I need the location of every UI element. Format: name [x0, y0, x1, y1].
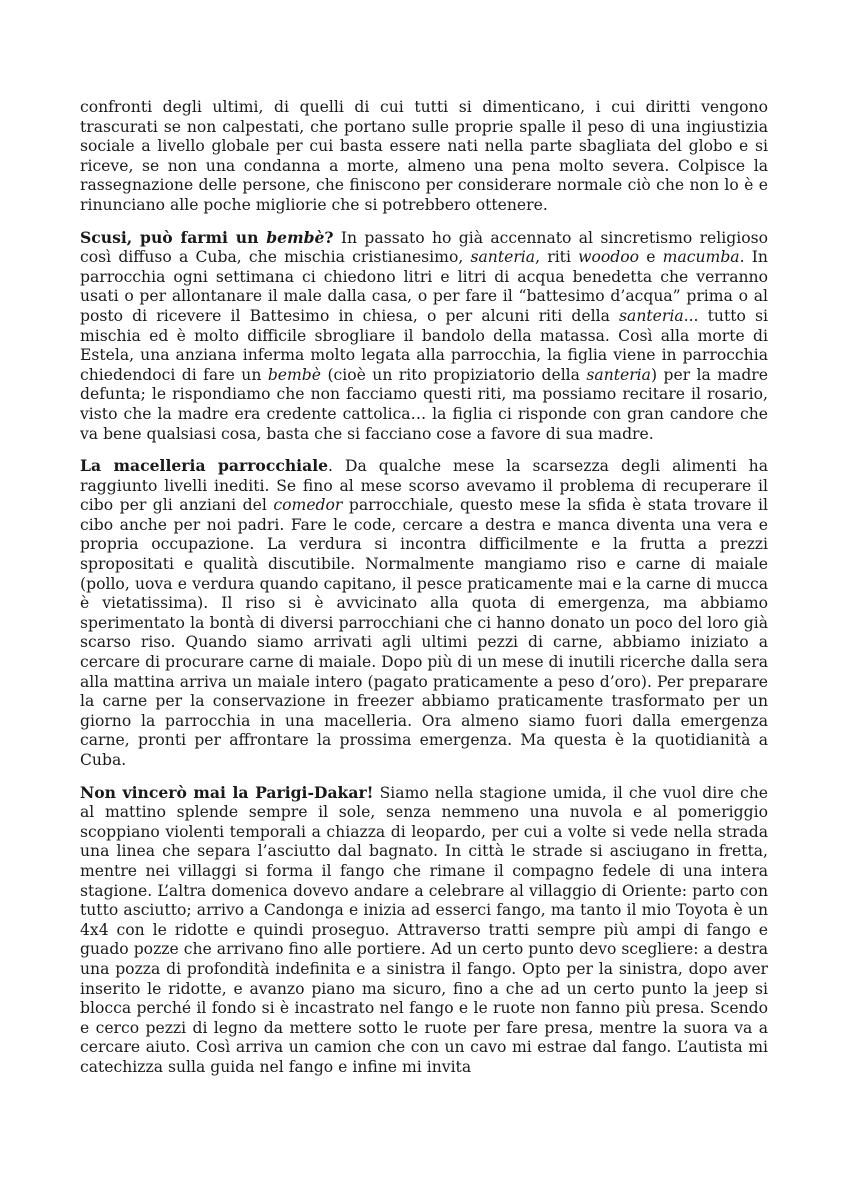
- body-text: e: [639, 248, 663, 267]
- body-text: Siamo nella stagione umida, il che vuol dire che al mattino splende sempre il sole, senza nemmeno una nuvola e al pomeriggio scoppiano violenti temporali a chiazza di leopardo, per cui a volte si vede nella strada una linea che separa l’asciutto dal bagnato. In città le strade si asciugano in fretta, mentre nei villaggi si forma il fango che rimane il compagno fedele di una intera stagione. L’altra domenica dovevo andare a celebrare al villaggio di Oriente: parto con tutto asciutto; arrivo a Candonga e inizia ad esserci fango, ma tanto il mio Toyota è un 4x4 con le ridotte e quindi proseguo. Attraverso tratti sempre più ampi di fango e guado pozze che arrivano fino alle portiere. Ad un certo punto devo scegliere: a destra una pozza di profondità indefinita e a sinistra il fango. Opto per la sinistra, dopo aver inserito le ridotte, e avanzo piano ma sicuro, fino a che ad un certo punto la jeep si blocca perché il fondo si è incastrato nel fango e le ruote non fanno più presa. Scendo e cerco pezzi di legno da mettere sotto le ruote per fare presa, mentre la suora va a cercare aiuto. Così arriva un camion che con un cavo mi estrae dal fango. L’autista mi catechizza sulla guida nel fango e infine mi invita: [80, 783, 768, 1076]
- bold-text: ?: [324, 227, 334, 247]
- italic-text: comedor: [273, 496, 343, 515]
- body-text: (cioè un rito propiziatorio della: [321, 365, 587, 384]
- bold-text: La macelleria parrocchiale: [80, 456, 329, 476]
- paragraph-parigi-dakar: [80, 783, 768, 1078]
- body-text: , riti: [535, 248, 579, 267]
- italic-text: santeria: [619, 306, 684, 325]
- italic-text: santeria: [470, 248, 536, 267]
- body-text: confronti degli ultimi, di quelli di cui tutti si dimenticano, i cui diritti vengono trascurati se non calpestati, che portano sulle proprie spalle il peso di una ingiustizia sociale a livello globale per cui basta essere nati nella parte sbagliata del globo e si riceve, se non una condanna a morte, almeno una pena molto severa. Colpisce la rassegnazione delle persone, che finiscono per considerare normale ciò che non lo è e rinunciano alle poche migliorie che si potrebbero ottenere.: [80, 98, 768, 214]
- bold-text: Scusi, può farmi un: [80, 227, 267, 247]
- paragraph-1: [80, 98, 768, 216]
- body-text: . Da qualche mese la scarsezza degli alimenti ha raggiunto livelli inediti. Se fino al mese scorso avevamo il problema di recuperare il cibo per gli anziani del: [80, 457, 768, 515]
- body-text: ) per la madre defunta; le rispondiamo che non facciamo questi riti, ma possiamo recitare il rosario, visto che la madre era credente cattolica… la figlia ci risponde con gran candore che va bene qualsiasi cosa, basta che si facciano cose a favore di sua madre.: [80, 365, 768, 443]
- italic-text: santeria: [586, 365, 651, 384]
- italic-text: bembè: [267, 365, 322, 384]
- bold-italic-text: bembè: [266, 227, 325, 247]
- paragraph-scusi-bembe: [80, 228, 768, 445]
- paragraph-macelleria: [80, 456, 768, 771]
- body-text: ... tutto si mischia ed è molto difficile sbrogliare il bandolo della matassa. Così alla morte di Estela, una anziana inferma molto legata alla parrocchia, la figlia viene in parrocchia chiedendoci di fare un: [80, 306, 768, 384]
- body-text: In passato ho già accennato al sincretismo religioso così diffuso a Cuba, che mischia cristianesimo,: [80, 228, 768, 267]
- bold-text: [266, 228, 324, 247]
- body-text: parrocchiale, questo mese la sfida è stata trovare il cibo anche per noi padri. Fare le code, cercare a destra e manca diventa una vera e propria occupazione. La verdura si incontra difficilmente e la frutta a prezzi spropositati e qualità discutibile. Normalmente mangiamo riso e carne di maiale (pollo, uova e verdura quando capitano, il pesce praticamente mai e la carne di mucca è vietatissima). Il riso si è avvicinato alla quota di emergenza, ma abbiamo sperimentato la bontà di diversi parrocchiani che ci hanno donato un poco del loro già scarso riso. Quando siamo arrivati agli ultimi pezzi di carne, abbiamo iniziato a cercare di procurare carne di maiale. Dopo più di un mese di inutili ricerche dalla sera alla mattina arriva un maiale intero (pagato praticamente a peso d’oro). Per preparare la carne per la conservazione in freezer abbiamo praticamente trasformato per un giorno la parrocchia in una macelleria. Ora almeno siamo fuori dalla emergenza carne, pronti per affrontare la prossima emergenza. Ma questa è la quotidianità a Cuba.: [80, 496, 768, 769]
- bold-text: Non vincerò mai la Parigi-Dakar!: [80, 782, 374, 802]
- italic-text: macumba: [662, 248, 740, 267]
- italic-text: woodoo: [578, 248, 640, 267]
- body-text: . In parrocchia ogni settimana ci chiedono litri e litri di acqua benedetta che verranno usati o per allontanare il male dalla casa, o per fare il “battesimo d’acqua” prima o al posto di ricevere il Battesimo in chiesa, o per alcuni riti della: [80, 248, 768, 325]
- document-page: [80, 98, 768, 1090]
